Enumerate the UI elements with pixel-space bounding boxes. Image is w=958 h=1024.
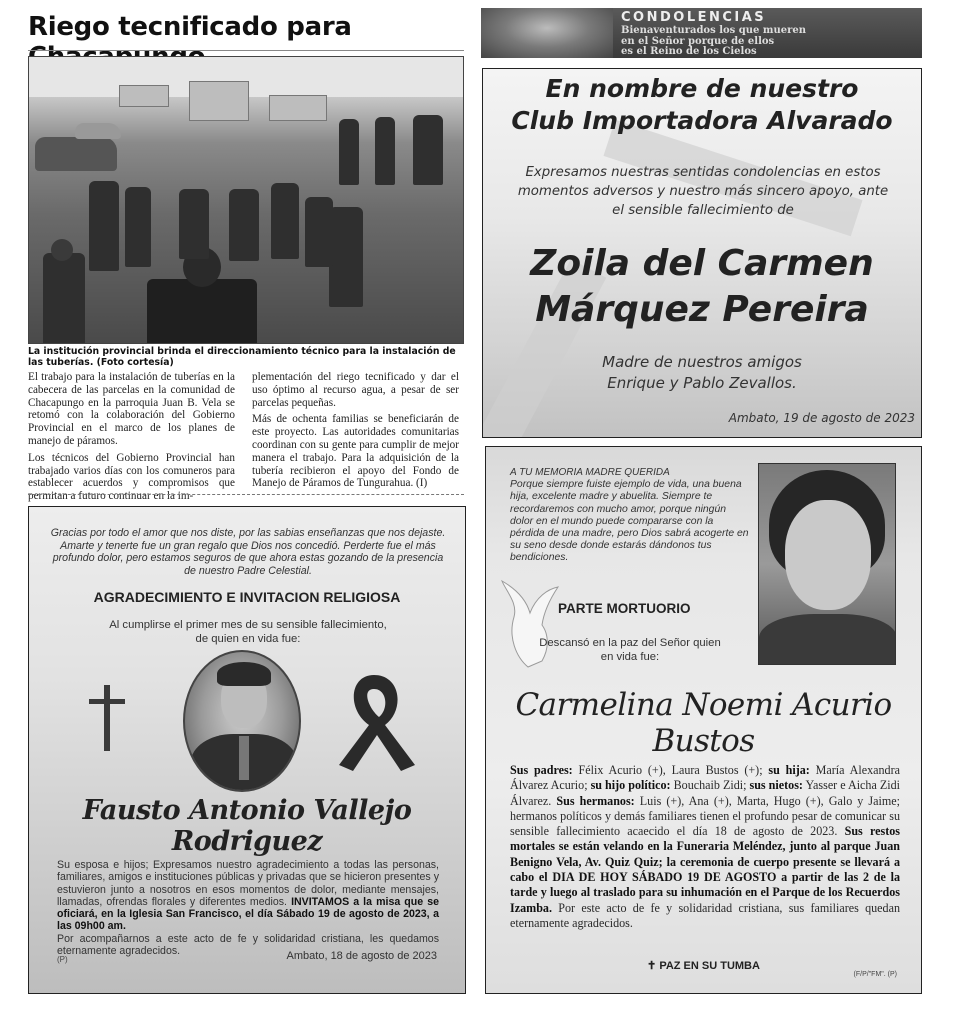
- memorial-lead: A TU MEMORIA MADRE QUERIDA: [510, 467, 670, 478]
- section-divider: [28, 494, 464, 495]
- article-paragraph: El trabajo para la instalación de tuberías en la cabecera de las parcelas en la comunidad de Chacapungo en la parroquia Juan B. Vela se retomó con la colaboración del Gobierno Provincial en el marco de los planes de manejo de páramos.: [28, 371, 235, 447]
- family-label: sus nietos:: [749, 778, 803, 793]
- agradecimiento-body: [57, 859, 439, 957]
- rest-in-peace-text: [532, 637, 728, 664]
- club-ad-title: [483, 73, 921, 137]
- article-paragraph: plementación del riego tecnificado y dar el uso óptimo al recurso agua, a pesar de ser parcelas pequeñas.: [252, 371, 459, 409]
- banner-landscape-image: [481, 8, 613, 58]
- article-photo: [28, 56, 464, 344]
- rest-line: Descansó en la paz del Señor quien: [539, 637, 721, 649]
- condolencias-banner: [481, 8, 922, 58]
- banner-title: CONDOLENCIAS: [621, 10, 767, 25]
- deceased-name: [483, 241, 921, 333]
- family-label: Sus hermanos:: [556, 793, 635, 808]
- agradecimiento-title: AGRADECIMIENTO E INVITACION RELIGIOSA: [93, 589, 401, 605]
- deceased-name: Carmelina Noemi Acurio Bustos: [515, 687, 892, 759]
- article-headline: Riego tecnificado para: [28, 12, 352, 42]
- deceased-name-line: Zoila del Carmen: [530, 243, 874, 284]
- banner-verse-line: en el Señor porque de ellos: [621, 35, 775, 47]
- club-ad-date: Ambato, 19 de agosto de 2023: [728, 411, 915, 425]
- cross-icon: [89, 685, 125, 751]
- club-ad-message-line: Expresamos nuestras sentidas condolencias en estos: [525, 165, 881, 180]
- club-ad-relation-line: Enrique y Pablo Zevallos.: [607, 374, 797, 392]
- family-announcement: [510, 763, 900, 931]
- memorial-text: Porque siempre fuiste ejemplo de vida, una buena hija, excelente madre y abuelita. Siempre te recordaremos con mucho amor, porque ningún dolor en el mundo puede compararse con la pérdida de una madre, pero Dios sabrá acogerte en su seno desde donde estarás dándonos tus bendiciones.: [510, 479, 749, 564]
- ad-code: (P): [57, 955, 68, 964]
- banner-verse-line: es el Reino de los Cielos: [621, 46, 757, 57]
- deceased-portrait: [183, 650, 301, 792]
- club-ad-message: [493, 163, 913, 220]
- club-ad-relation: [483, 352, 921, 394]
- family-label: su hijo político:: [590, 778, 671, 793]
- family-names: Félix Acurio (+), Laura Bustos (+);: [572, 763, 769, 777]
- club-condolence-ad: [482, 68, 922, 438]
- photo-caption: La institución provincial brinda el direccionamiento técnico para la instalación de las tuberías. (Foto cortesía): [28, 346, 456, 368]
- agradecimiento-intro: Gracias por todo el amor que nos diste, por las sabias enseñanzas que nos dejaste. Amarte y tenerte fue un gran regalo que Dios nos concedió. Perderte fue el más profundo dolor, pero estamos seguros de que ahora estas gozando de la presencia de nuestro Padre Celestial.: [50, 527, 446, 577]
- body-text: Por acompañarnos a este acto de fe y solidaridad cristiana, les quedamos eternamente agradecidos.: [57, 932, 439, 958]
- agradecimiento-ad: [28, 506, 466, 994]
- agradecimiento-date: Ambato, 18 de agosto de 2023: [286, 950, 437, 962]
- rest-line: en vida fue:: [600, 650, 660, 663]
- family-names: María Alexandra Álvarez Acurio;: [510, 763, 900, 793]
- deceased-portrait: [758, 463, 896, 665]
- club-ad-title-line: En nombre de nuestro: [545, 74, 859, 103]
- family-names: Luis (+), Ana (+), Marta, Hugo (+), Galo y Jaime; hermanos políticos y demás familiares tienen el profundo pesar de comunicar su sensible fallecimiento acaecido el día 18 de agosto de 2023.: [510, 793, 900, 839]
- headline-rule: [28, 50, 464, 51]
- mass-invitation: INVITAMOS a la misa que se oficiará, en la Iglesia San Francisco, el día Sábado 19 de agosto de 2023, a las 09h00 am.: [57, 895, 439, 933]
- body-text: Su esposa e hijos; Expresamos nuestro agradecimiento a todas las personas, familiares, amigos e instituciones públicas y privadas que se hicieron presentes y estuvieron junto a nosotros en esos momentos de dolor, mediante mensajes, llamadas, ofrendas florales y diferentes medios.: [57, 859, 439, 908]
- deceased-name-line: Márquez Pereira: [535, 289, 869, 330]
- family-names: Yasser e Aicha Zidi Álvarez.: [510, 778, 901, 808]
- article-column-2: [252, 371, 459, 494]
- banner-verse-line: Bienaventurados los que mueren: [621, 25, 807, 36]
- club-ad-title-line: Club Importadora Alvarado: [511, 106, 893, 135]
- club-ad-message-line: momentos adversos y nuestro más sincero apoyo, ante: [517, 184, 889, 199]
- mourning-ribbon-icon: [329, 665, 419, 775]
- article-paragraph: Más de ochenta familias se beneficiarán de este proyecto. Las autoridades comunitarias coordinan con su gente para cumplir de mejor manera el trabajo. Para la adquisición de la tubería recibieron el apoyo del Fondo de Manejo de Páramos de Tungurahua. (I): [252, 413, 459, 490]
- memorial-dedication: [510, 467, 750, 565]
- club-ad-relation-line: Madre de nuestros amigos: [602, 353, 802, 371]
- agradecimiento-subtitle: [69, 619, 427, 646]
- club-ad-message-line: el sensible fallecimiento de: [612, 203, 794, 218]
- banner-verse: [621, 26, 921, 58]
- family-label: su hija:: [768, 763, 810, 777]
- closing-text: Por este acto de fe y solidaridad cristiana, sus familiares quedan eternamente agradecidos.: [510, 900, 900, 930]
- agradecimiento-subtitle-line: Al cumplirse el primer mes de su sensible fallecimiento,: [109, 619, 387, 631]
- parte-mortuorio-title: PARTE MORTUORIO: [558, 601, 691, 616]
- funeral-details: Sus restos mortales se están velando en la Funeraria Meléndez, junto al parque Juan Benigno Vela, Av. Quiz Quiz; la ceremonia de cuerpo presente se llevará a cabo el DIA DE HOY SÁBADO 19 DE AGOSTO a partir de las 2 de la tarde y luego al traslado para su inhumación en el Parque de los Recuerdos Izamba.: [510, 824, 901, 915]
- rest-in-peace-closing: ✝ PAZ EN SU TUMBA: [647, 960, 760, 972]
- agradecimiento-subtitle-line: de quien en vida fue:: [195, 632, 301, 645]
- parte-mortuorio-ad: [485, 446, 922, 994]
- ad-code: (F/P/"FM". (P): [853, 971, 897, 978]
- family-names: Bouchaib Zidi;: [670, 778, 750, 793]
- family-label: Sus padres:: [510, 763, 573, 777]
- article-paragraph: Los técnicos del Gobierno Provincial han trabajado varios días con los comuneros para establecer acuerdos y compromisos que permitan a futuro continuar en la im-: [28, 451, 235, 503]
- deceased-name: Fausto Antonio Vallejo Rodriguez: [82, 795, 412, 857]
- article-column-1: [28, 371, 235, 507]
